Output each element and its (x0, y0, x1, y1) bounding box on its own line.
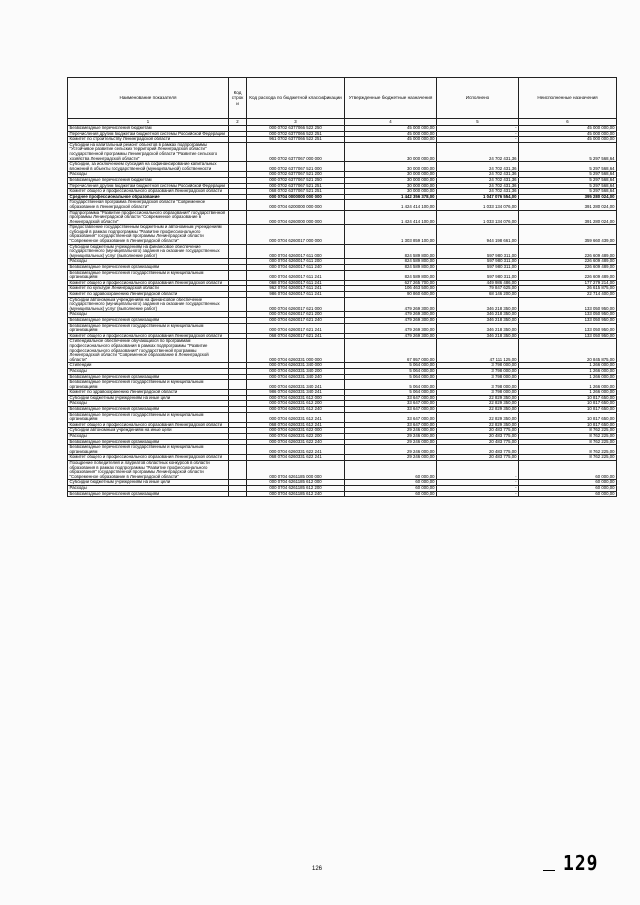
row-indicator-name: Комитет по здравоохранению Ленинградской области (68, 390, 229, 396)
row-executed-amount: 22 829 350,00 (437, 401, 519, 407)
row-budget-code: 000 0704 6260017 621 240 (247, 317, 345, 323)
row-budget-code: 000 0704 6260017 611 241 (247, 270, 345, 280)
row-unexecuted-amount: 5 297 568,64 (519, 172, 617, 178)
table-body (68, 126, 617, 497)
row-executed-amount: 24 702 431,36 (437, 177, 519, 183)
row-executed-amount: 20 483 775,00 (437, 445, 519, 455)
row-approved-amount: 1 303 859 100,00 (345, 225, 437, 244)
table-row (68, 461, 617, 480)
row-approved-amount: 479 269 300,00 (345, 312, 437, 318)
row-indicator-name: Комитет общего и профессионального образования Ленинградской области (68, 333, 229, 339)
footer-dash (543, 870, 555, 871)
row-unexecuted-amount: 45 000 000,00 (519, 131, 617, 137)
header-executed: Исполнено (437, 78, 519, 119)
row-unexecuted-amount: 5 297 568,64 (519, 162, 617, 172)
row-budget-code: 000 0704 6261185 612 240 (247, 491, 345, 497)
row-executed-amount: 3 798 000,00 (437, 390, 519, 396)
table-header-row (68, 78, 617, 119)
row-approved-amount: 29 246 000,00 (345, 439, 437, 445)
row-budget-code: 000 0702 6377067 521 200 (247, 172, 345, 178)
table-row (68, 339, 617, 363)
row-budget-code: 000 0704 6260331 340 000 (247, 363, 345, 369)
row-approved-amount: 33 647 000,00 (345, 401, 437, 407)
row-executed-amount: 597 980 311,00 (437, 265, 519, 271)
row-unexecuted-amount: 5 297 568,64 (519, 177, 617, 183)
col-num: 6 (519, 119, 617, 126)
row-approved-amount: 67 957 000,00 (345, 339, 437, 363)
row-code (229, 297, 247, 312)
header-unexecuted: Неисполненные назначения (519, 78, 617, 119)
row-budget-code: 000 0704 6260017 611 200 (247, 259, 345, 265)
row-executed-amount: 3 798 000,00 (437, 380, 519, 390)
row-indicator-name: Комитет общего и профессионального образования Ленинградской области (68, 189, 229, 195)
row-indicator-name: Расходы (68, 368, 229, 374)
row-approved-amount: 33 647 000,00 (345, 422, 437, 428)
row-unexecuted-amount: 60 000,00 (519, 480, 617, 486)
row-unexecuted-amount: 8 762 225,00 (519, 455, 617, 461)
row-unexecuted-amount: 226 609 489,00 (519, 259, 617, 265)
row-unexecuted-amount: 5 297 568,64 (519, 183, 617, 189)
row-executed-amount: 597 980 311,00 (437, 259, 519, 265)
row-executed-amount: 1 047 076 554,00 (437, 194, 519, 200)
row-approved-amount: 45 000 000,00 (345, 131, 437, 137)
row-indicator-name: Субсидии автономным учреждениям на финансовое обеспечение государственного (муниципального) задания на оказание государственных (муниципальных) услуг (выполнение работ) (68, 297, 229, 312)
header-row-code: Код строк и (229, 78, 247, 119)
row-budget-code: 000 0704 6260331 612 200 (247, 401, 345, 407)
row-approved-amount: 29 246 000,00 (345, 445, 437, 455)
row-executed-amount: 346 218 350,00 (437, 333, 519, 339)
row-unexecuted-amount: 1 266 000,00 (519, 390, 617, 396)
row-indicator-name: Расходы (68, 485, 229, 491)
row-indicator-name: Расходы (68, 312, 229, 318)
row-executed-amount: 47 111 125,00 (437, 339, 519, 363)
row-code (229, 142, 247, 161)
row-unexecuted-amount: 60 000,00 (519, 485, 617, 491)
row-approved-amount: 33 647 000,00 (345, 412, 437, 422)
row-executed-amount: 22 829 350,00 (437, 407, 519, 413)
row-approved-amount: 33 647 000,00 (345, 407, 437, 413)
row-approved-amount: 30 000 000,00 (345, 183, 437, 189)
row-approved-amount: 824 589 800,00 (345, 265, 437, 271)
row-indicator-name: Безвозмездные перечисления государственным и муниципальным организациям (68, 445, 229, 455)
row-indicator-name: Расходы (68, 172, 229, 178)
row-approved-amount: 824 589 800,00 (345, 244, 437, 259)
row-executed-amount: 24 702 431,36 (437, 142, 519, 161)
table-row (68, 142, 617, 161)
row-unexecuted-amount: 391 280 024,00 (519, 210, 617, 225)
row-approved-amount: 60 000,00 (345, 485, 437, 491)
table-row (68, 162, 617, 172)
row-indicator-name: Комитет общего и профессионального образования Ленинградской области (68, 280, 229, 286)
row-budget-code: 000 0704 6260331 340 241 (247, 380, 345, 390)
row-approved-amount: 1 442 356 378,00 (345, 194, 437, 200)
row-unexecuted-amount: 5 297 568,64 (519, 142, 617, 161)
table-row (68, 270, 617, 280)
row-budget-code: 000 0704 6260331 622 241 (247, 445, 345, 455)
row-unexecuted-amount: 226 609 489,00 (519, 244, 617, 259)
table-row (68, 297, 617, 312)
row-executed-amount: 79 847 625,00 (437, 286, 519, 292)
header-approved: Утвержденные бюджетные назначения (345, 78, 437, 119)
row-executed-amount: 346 218 350,00 (437, 312, 519, 318)
row-indicator-name: Безвозмездные перечисления организациям (68, 407, 229, 413)
col-num: 3 (247, 119, 345, 126)
row-budget-code: 000 0704 0000000 000 000 (247, 194, 345, 200)
row-budget-code: 000 0704 6260017 000 000 (247, 225, 345, 244)
row-executed-amount: - (437, 485, 519, 491)
row-budget-code: 986 0704 6260017 611 241 (247, 292, 345, 298)
table-row (68, 225, 617, 244)
row-unexecuted-amount: 8 762 225,00 (519, 439, 617, 445)
row-executed-amount: 346 218 350,00 (437, 297, 519, 312)
row-indicator-name: Субсидии бюджетным учреждениям на иные цели (68, 395, 229, 401)
row-budget-code: 000 0702 6377066 522 251 (247, 131, 345, 137)
row-unexecuted-amount: 60 000,00 (519, 491, 617, 497)
row-approved-amount: 5 064 000,00 (345, 390, 437, 396)
row-budget-code: 000 0704 6260017 621 200 (247, 312, 345, 318)
row-indicator-name: Безвозмездные перечисления организациям (68, 439, 229, 445)
row-unexecuted-amount: 1 266 000,00 (519, 368, 617, 374)
row-code (229, 461, 247, 480)
row-approved-amount: 30 000 000,00 (345, 142, 437, 161)
row-budget-code: 000 0704 6260331 622 000 (247, 428, 345, 434)
row-approved-amount: 1 424 414 100,00 (345, 200, 437, 210)
row-indicator-name: Комитет по культуре Ленинградской области (68, 286, 229, 292)
row-executed-amount: 22 829 350,00 (437, 395, 519, 401)
row-budget-code: 068 0704 6260331 612 241 (247, 422, 345, 428)
row-budget-code: 000 0704 6261185 612 200 (247, 485, 345, 491)
row-indicator-name: Безвозмездные перечисления государственным и муниципальным организациям (68, 412, 229, 422)
row-approved-amount: 90 860 600,00 (345, 292, 437, 298)
row-budget-code: 000 0702 6377067 521 000 (247, 162, 345, 172)
row-budget-code: 000 0704 6260000 000 000 (247, 210, 345, 225)
row-code (229, 412, 247, 422)
row-budget-code: 000 0704 6261185 000 000 (247, 461, 345, 480)
row-budget-code: 068 0704 6260331 622 241 (247, 455, 345, 461)
row-approved-amount: 627 265 700,00 (345, 280, 437, 286)
row-executed-amount: 597 980 311,00 (437, 270, 519, 280)
row-unexecuted-amount: 8 762 225,00 (519, 445, 617, 455)
row-indicator-name: Безвозмездные перечисления организациям (68, 491, 229, 497)
row-approved-amount: 33 647 000,00 (345, 395, 437, 401)
row-executed-amount: 346 218 350,00 (437, 317, 519, 323)
row-executed-amount: 22 829 350,00 (437, 412, 519, 422)
row-unexecuted-amount: 10 817 650,00 (519, 401, 617, 407)
row-unexecuted-amount: 60 000,00 (519, 461, 617, 480)
row-budget-code: 000 0704 6260017 611 240 (247, 265, 345, 271)
row-indicator-name: Среднее профессиональное образование (68, 194, 229, 200)
row-unexecuted-amount: 359 660 439,00 (519, 225, 617, 244)
table-row (68, 491, 617, 497)
row-executed-amount: - (437, 480, 519, 486)
row-indicator-name: Безвозмездные перечисления государственным и муниципальным организациям (68, 323, 229, 333)
row-indicator-name: Расходы (68, 401, 229, 407)
row-unexecuted-amount: 391 280 024,00 (519, 200, 617, 210)
row-approved-amount: 479 269 300,00 (345, 333, 437, 339)
row-approved-amount: 479 269 300,00 (345, 317, 437, 323)
row-approved-amount: 5 064 000,00 (345, 374, 437, 380)
row-approved-amount: 60 000,00 (345, 491, 437, 497)
row-budget-code: 000 0704 6260331 340 240 (247, 374, 345, 380)
row-approved-amount: 45 000 000,00 (345, 137, 437, 143)
row-unexecuted-amount: 226 609 489,00 (519, 270, 617, 280)
row-executed-amount: 597 980 311,00 (437, 244, 519, 259)
row-indicator-name: Безвозмездные перечисления государственным и муниципальным организациям (68, 380, 229, 390)
row-executed-amount: 3 798 000,00 (437, 368, 519, 374)
row-approved-amount: 30 000 000,00 (345, 177, 437, 183)
row-unexecuted-amount: 10 817 650,00 (519, 412, 617, 422)
handwritten-sheet-number: 129 (563, 851, 599, 876)
header-indicator-name: Наименование показателя (68, 78, 229, 119)
row-executed-amount: 68 146 200,00 (437, 292, 519, 298)
row-budget-code: 000 0702 6377067 521 250 (247, 177, 345, 183)
row-approved-amount: 479 269 300,00 (345, 323, 437, 333)
row-executed-amount: - (437, 461, 519, 480)
row-budget-code: 000 0704 6260017 621 000 (247, 297, 345, 312)
row-indicator-name: Комитет общего и профессионального образования Ленинградской области (68, 422, 229, 428)
table-row (68, 200, 617, 210)
row-approved-amount: 30 000 000,00 (345, 172, 437, 178)
table-row (68, 244, 617, 259)
row-indicator-name: Безвозмездные перечисления бюджетам (68, 177, 229, 183)
table-row (68, 412, 617, 422)
row-approved-amount: 106 463 500,00 (345, 286, 437, 292)
row-code (229, 210, 247, 225)
row-indicator-name: Безвозмездные перечисления государственным и муниципальным организациям (68, 270, 229, 280)
row-unexecuted-amount: 133 050 950,00 (519, 317, 617, 323)
row-unexecuted-amount: 133 050 950,00 (519, 312, 617, 318)
col-num: 5 (437, 119, 519, 126)
row-unexecuted-amount: 45 000 000,00 (519, 137, 617, 143)
col-num: 1 (68, 119, 229, 126)
row-indicator-name: Субсидии на капитальный ремонт объектов в рамках подпрограммы "Устойчивое развитие сельских территорий Ленинградской области" государственной программы Ленинградской области "Развитие сельского хозяйства Ленинградской области" (68, 142, 229, 161)
row-executed-amount: 3 798 000,00 (437, 374, 519, 380)
column-number-row (68, 119, 617, 126)
col-num: 4 (345, 119, 437, 126)
row-indicator-name: Стипендиальное обеспечение обучающихся по программам профессионального образования в рамках подпрограммы "Развитие профессионального образования" государственной программы Ленинградской области "Современное образование в Ленинградской области" (68, 339, 229, 363)
row-indicator-name: Поощрение победителей и лауреатов областных конкурсов в области образования в рамках подпрограммы "Развитие профессионального образования" государственной программы Ленинградской области "Современное образование в Ленинградской области" (68, 461, 229, 480)
row-budget-code: 000 0704 6200000 000 000 (247, 200, 345, 210)
row-unexecuted-amount: 22 714 400,00 (519, 292, 617, 298)
row-indicator-name: Предоставление государственным бюджетным и автономным учреждениям субсидий в рамках подпрограммы "Развитие профессионального образования" государственной программы Ленинградской области "Современное образование в Ленинградской области" (68, 225, 229, 244)
row-indicator-name: Комитет по строительству Ленинградской области (68, 137, 229, 143)
row-budget-code: 000 0704 6260331 340 200 (247, 368, 345, 374)
row-unexecuted-amount: 10 817 650,00 (519, 422, 617, 428)
row-executed-amount: 20 483 775,00 (437, 439, 519, 445)
row-approved-amount: 60 000,00 (345, 461, 437, 480)
row-code (229, 445, 247, 455)
budget-execution-table (67, 77, 617, 497)
row-budget-code: 962 0704 6260017 611 241 (247, 286, 345, 292)
row-executed-amount: - (437, 131, 519, 137)
row-executed-amount: 346 218 350,00 (437, 323, 519, 333)
row-budget-code: 000 0704 6260331 622 240 (247, 439, 345, 445)
row-executed-amount: 20 483 775,00 (437, 455, 519, 461)
row-approved-amount: 824 589 800,00 (345, 259, 437, 265)
row-indicator-name: Безвозмездные перечисления организациям (68, 317, 229, 323)
row-budget-code: 068 0702 6377067 521 251 (247, 189, 345, 195)
table-row (68, 210, 617, 225)
row-code (229, 380, 247, 390)
col-num: 2 (229, 119, 247, 126)
row-indicator-name: Перечисления другим бюджетам бюджетной системы Российской Федерации (68, 131, 229, 137)
row-budget-code: 000 0704 6260331 612 000 (247, 395, 345, 401)
row-indicator-name: Субсидии бюджетным учреждениям на иные цели (68, 480, 229, 486)
row-unexecuted-amount: 10 817 650,00 (519, 395, 617, 401)
row-unexecuted-amount: 1 266 000,00 (519, 380, 617, 390)
header-budget-classification: Код расхода по бюджетной классификации (247, 78, 345, 119)
row-executed-amount: 20 483 775,00 (437, 428, 519, 434)
row-budget-code: 068 0704 6260017 621 241 (247, 333, 345, 339)
row-indicator-name: Комитет по здравоохранению Ленинградской области (68, 292, 229, 298)
row-executed-amount: 1 033 134 076,00 (437, 210, 519, 225)
row-indicator-name: Расходы (68, 259, 229, 265)
row-indicator-name: Подпрограмма "Развитие профессионального образования" государственной программы Ленинградской области "Современное образование в Ленинградской области" (68, 210, 229, 225)
row-code (229, 200, 247, 210)
row-executed-amount: 3 798 000,00 (437, 363, 519, 369)
row-approved-amount: 479 269 300,00 (345, 297, 437, 312)
row-unexecuted-amount: 20 845 875,00 (519, 339, 617, 363)
row-indicator-name: Субсидии, за исключением субсидий на софинансирование капитальных вложений в объекты государственной (муниципальной) собственности (68, 162, 229, 172)
row-approved-amount: 30 000 000,00 (345, 189, 437, 195)
row-approved-amount: 29 246 000,00 (345, 434, 437, 440)
row-approved-amount: 29 246 000,00 (345, 428, 437, 434)
row-executed-amount: - (437, 137, 519, 143)
row-code (229, 339, 247, 363)
row-executed-amount: 1 033 134 076,00 (437, 200, 519, 210)
row-approved-amount: 5 064 000,00 (345, 368, 437, 374)
page-number: 126 (312, 866, 323, 872)
row-code (229, 162, 247, 172)
row-budget-code: 000 0702 6377067 521 251 (247, 183, 345, 189)
row-executed-amount: 20 483 775,00 (437, 434, 519, 440)
row-unexecuted-amount: 45 000 000,00 (519, 126, 617, 132)
row-approved-amount: 60 000,00 (345, 480, 437, 486)
table-row (68, 380, 617, 390)
row-indicator-name: Перечисления другим бюджетам бюджетной системы Российской Федерации (68, 183, 229, 189)
row-unexecuted-amount: 226 609 489,00 (519, 265, 617, 271)
table-row (68, 323, 617, 333)
row-indicator-name: Безвозмездные перечисления организациям (68, 374, 229, 380)
row-budget-code: 000 0704 6260331 000 000 (247, 339, 345, 363)
row-budget-code: 068 0704 6260017 611 241 (247, 280, 345, 286)
row-approved-amount: 824 589 800,00 (345, 270, 437, 280)
row-unexecuted-amount: 1 266 000,00 (519, 374, 617, 380)
row-executed-amount: 944 198 661,00 (437, 225, 519, 244)
row-executed-amount: - (437, 126, 519, 132)
row-budget-code: 000 0704 6260331 612 240 (247, 407, 345, 413)
row-indicator-name: Расходы (68, 434, 229, 440)
row-approved-amount: 29 246 000,00 (345, 455, 437, 461)
row-indicator-name: Государственная программа Ленинградской области "Современное образование в Ленинградской области" (68, 200, 229, 210)
row-executed-amount: 24 702 431,36 (437, 183, 519, 189)
row-budget-code: 000 0702 6377067 000 000 (247, 142, 345, 161)
row-indicator-name: Безвозмездные перечисления организациям (68, 265, 229, 271)
row-code (229, 491, 247, 497)
row-indicator-name: Стипендии (68, 363, 229, 369)
row-unexecuted-amount: 133 050 950,00 (519, 323, 617, 333)
row-unexecuted-amount: 26 615 875,00 (519, 286, 617, 292)
row-approved-amount: 5 064 000,00 (345, 380, 437, 390)
row-budget-code: 000 0704 6260017 621 241 (247, 323, 345, 333)
row-unexecuted-amount: 8 762 225,00 (519, 428, 617, 434)
row-executed-amount: 22 829 350,00 (437, 422, 519, 428)
row-approved-amount: 1 424 414 100,00 (345, 210, 437, 225)
row-approved-amount: 30 000 000,00 (345, 162, 437, 172)
row-budget-code: 000 0704 6260331 612 241 (247, 412, 345, 422)
row-indicator-name: Субсидии бюджетным учреждениям на финансовое обеспечение государственного (муниципального) задания на оказание государственных (муниципальных) услуг (выполнение работ) (68, 244, 229, 259)
row-unexecuted-amount: 177 279 214,00 (519, 280, 617, 286)
row-unexecuted-amount: 5 297 568,64 (519, 189, 617, 195)
row-unexecuted-amount: 133 050 950,00 (519, 297, 617, 312)
row-unexecuted-amount: 10 817 650,00 (519, 407, 617, 413)
row-budget-code: 000 0702 6377066 522 250 (247, 126, 345, 132)
row-indicator-name: Комитет общего и профессионального образования Ленинградской области (68, 455, 229, 461)
row-code (229, 244, 247, 259)
row-executed-amount: - (437, 491, 519, 497)
row-executed-amount: 24 702 431,36 (437, 189, 519, 195)
table-row (68, 445, 617, 455)
row-approved-amount: 45 000 000,00 (345, 126, 437, 132)
row-unexecuted-amount: 1 266 000,00 (519, 363, 617, 369)
row-budget-code: 000 0704 6260017 611 000 (247, 244, 345, 259)
row-executed-amount: 449 986 486,00 (437, 280, 519, 286)
row-budget-code: 000 0704 6260331 622 200 (247, 434, 345, 440)
row-code (229, 323, 247, 333)
row-executed-amount: 24 702 431,36 (437, 162, 519, 172)
row-unexecuted-amount: 395 280 024,00 (519, 194, 617, 200)
row-code (229, 270, 247, 280)
row-unexecuted-amount: 8 762 225,00 (519, 434, 617, 440)
row-unexecuted-amount: 133 050 950,00 (519, 333, 617, 339)
row-budget-code: 961 0702 6377066 522 251 (247, 137, 345, 143)
row-indicator-name: Субсидии автономным учреждениям на иные цели (68, 428, 229, 434)
row-indicator-name: Безвозмездные перечисления бюджетам (68, 126, 229, 132)
row-budget-code: 986 0704 6260331 340 241 (247, 390, 345, 396)
row-executed-amount: 24 702 431,36 (437, 172, 519, 178)
row-code (229, 225, 247, 244)
row-approved-amount: 5 064 000,00 (345, 363, 437, 369)
row-budget-code: 000 0704 6261185 612 000 (247, 480, 345, 486)
